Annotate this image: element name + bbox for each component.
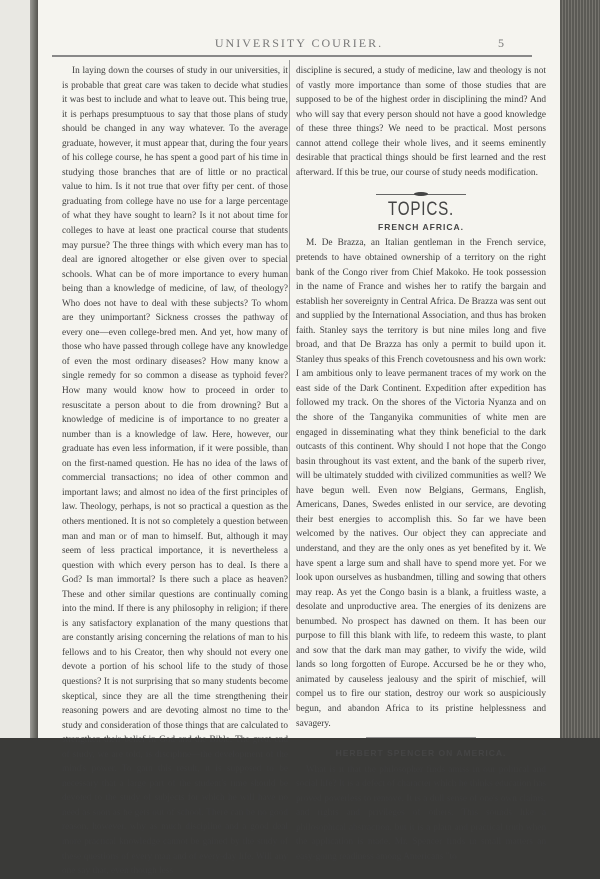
page-number: 5: [498, 36, 504, 50]
article-text: M. De Brazza, an Italian gentleman in the French service, pretends to have obtained ownership of a territory on the right bank of the Congo river from Chief Makoko. He took possession in the name of France and wishes her to ratify the bargain and establish her sovereignty in Central Africa. De Brazza was sent out and supplied by the International Association, and thus has broken faith. Stanley says the territory is but nine miles long and five broad, and that De Brazza has only a permit to build upon it. Stanley thus speaks of this French covetousness and his own work: I am ambitious only to leave permanent traces of my work on the east side of the Dark Continent. Expedition after expedition has followed my track. On the shores of the Victoria Nyanza and on the shore of the Tanganyika communities of white men are engaged in disseminating what they think beneficial to the dark outcasts of this continent. Why should I not hope that the Congo basin throughout its vast extent, and the bank of the superb river, will be ultimately studded with civilized communities as well? We have begun well. Even now Belgians, Germans, English, Americans, Danes, Swedes enlisted in our service, are devoting their best energies to accomplish this. So far we have been welcomed by the natives. Our object they can appreciate and understand, and they are the only ones as yet benefited by it. We have spent a large sum and shall have to spend more yet. For we look upon ourselves as husbandmen, tilling and sowing that others may reap. As yet the Congo basin is a blank, a fruitless waste, a desolate and unproductive area. The energies of its denizens are benumbed. No prospect has dawned on them. It has been our purpose to fill this blank with life, to redeem this waste, to plant and sow that the dark man may gather, to vivify the wide, wild lands so long forgotten of Europe. Accursed be he or they who, animated by causeless jealousy and the spirit of mischief, will compel us to fire our station, destroy our work so auspiciously begun, and abandon Africa to its pristine helplessness and savagery.: [296, 238, 546, 729]
essay-paragraph: In laying down the courses of study in our universities, it is probable that great care was taken to decide what studies it was best to include and what to leave out. This being true, it is perhaps presumptuous to say that those plans of study should be changed in any way whatever. To the average graduate, however, it must appear that, during the four years of his college course, he has spent a good part of his time in studying those branches that are of little or no practical value to him. Is it not true that over fifty per cent. of those graduating from college have no use for a large percentage of what they have sought to learn? Is it not about time for colleges to have at least one practical course that students may pursue? The three things with which every man has to deal are ignored altogether or else given over to special schools. What can be of more importance to every human being than a knowledge of medicine, of law, of theology? Who does not have to deal with these subjects? To whom are they unimportant? Sickness crosses the pathway of every one—even college-bred men. And yet, how many of those who have passed through college have any knowledge of even the most ordinary diseases? How many know a single remedy for so common a disease as typhoid fever? How many would know how to proceed in order to resuscitate a person about to die from drowning? But a knowledge of medicine is of importance to no greater a number than is a knowledge of law. Here, however, our graduate has even less information, if it were possible, than on the first-named question. He has no idea of the laws of commercial transactions; no idea of other common and important laws; and almost no idea of the first principles of law. Theology, perhaps, is not so practical a question as the others mentioned. It is not so completely a question between man and man or of man to himself. But, although it may seem of less practical importance, it is nevertheless a question with which every person has to deal. Is there a God? Is man immortal? Is there such a place as heaven? These and other similar questions are continually coming into the mind. If there is any philosophy in religion; if there is any satisfactory explanation of the many questions that are constantly arising concerning the relations of man to his fellows and to his Creator, then why should not every one devote a portion of his school life to the study of those questions? It is not surprising that so many students become skeptical, since they are all the time strengthening their reasoning powers and are devoting almost no time to the study and consideration of those things that are calculated to strengthen their belief in God and the Bible. The great end of study, we are told, is discipline—the development of the mind's power. To gain this result, it is supposed to be necessary that a large part of the student's time should be devoted to the study of subjects for which he will have no need as soon as he gets out of school. There can be no good reason, however, why as much discipline and a good deal more practical knowledge cannot be gained by the study of these questions of every man and of every-day life. Will any one say that, even though less: [62, 66, 288, 877]
facing-page-edge: [0, 0, 30, 738]
book-page-edges: [560, 0, 600, 738]
essay-continuation: discipline is secured, a study of medicine, law and theology is not of vastly more importance than some of those studies that are supposed to be of the highest order in disciplining the mind? And who will say that every person should not have a good knowledge of these three things? We need to be practical. Most persons cannot attend college their whole lives, and it seems eminently desirable that practical things should be first learned and the rest afterward. If this be true, our course of study needs modification.: [296, 66, 546, 178]
running-header: UNIVERSITY COURIER.: [214, 36, 384, 50]
left-column: [62, 64, 288, 879]
article-text: What is it that the philosopher finds amiss in our political and social life? It is a defect of character which he thinks education has proved powerless to remove. It is a dull sense of one's own claims, and rights and privileges of others. This sounds like a philosophical abstraction, but it is a plain and practical truth when the application is made. Mr. Spencer finds in small matters an easy-going readiness among Americans "to: [296, 764, 546, 862]
column-divider: [289, 60, 290, 710]
ornamental-divider: [376, 194, 466, 195]
document-page: [38, 0, 560, 877]
section-title: TOPICS.: [387, 199, 455, 221]
book-gutter: [30, 0, 38, 738]
header-rule: [52, 55, 532, 57]
right-column: [296, 64, 546, 864]
article-heading: FRENCH AFRICA.: [378, 221, 464, 232]
article-heading: HERBERT SPENCER ON AMERICA.: [335, 748, 507, 759]
